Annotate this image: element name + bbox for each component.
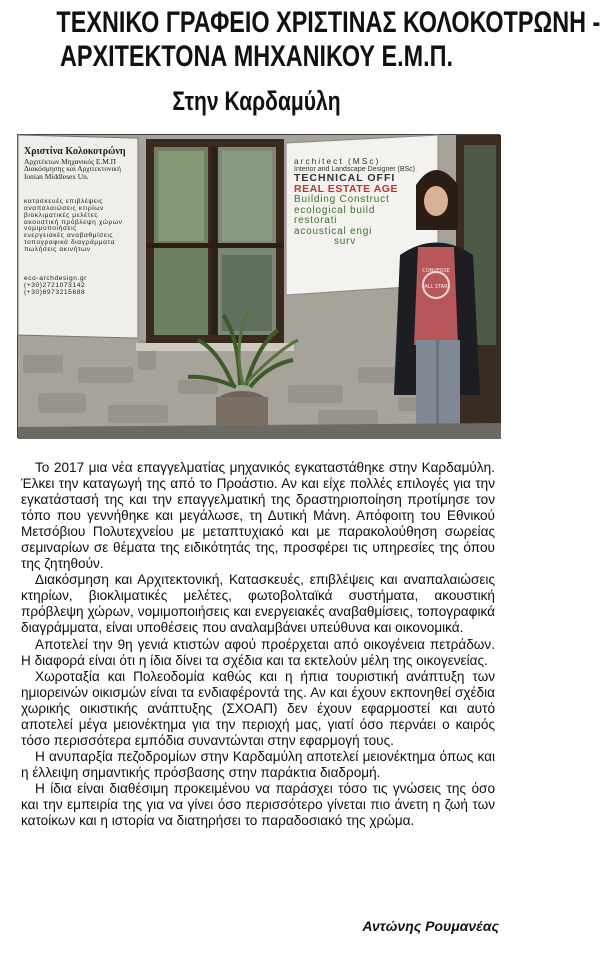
headline-line-2: ΑΡΧΙΤΕΚΤΟΝΑ ΜΗΧΑΝΙΚΟΥ Ε.Μ.Π. (59, 40, 454, 73)
svg-text:ALL STAR: ALL STAR (424, 284, 448, 290)
sign-phone: (+30)2721073142 (24, 282, 86, 290)
article-paragraph: Χωροταξία και Πολεοδομία καθώς και η ήπια τουριστική ανάπτυξη των ημιορεινών οικισμών είναι τα ενδιαφέροντά της. Αν και έχουν εκπονηθεί σχέδια χωρικής οικιστικής ανάπτυξης (ΣΧΟΑΠ) δεν έχουν εφαρμοστεί και αυτό αποτελεί μέγα μειονέκτημα για την περιοχή μας, γιατί όσο περνάει ο καιρός τόσο περισσότερα εμπόδια συναντώνται στην εφαρμογή τους. (21, 668, 495, 748)
headline-line-1: ΤΕΧΝΙΚΟ ΓΡΑΦΕΙΟ ΧΡΙΣΤΙΝΑΣ ΚΟΛΟΚΟΤΡΩΝΗ - (56, 6, 600, 39)
sign-name: Χριστίνα Κολοκοτρώνη (24, 146, 126, 157)
article-photo (17, 134, 500, 438)
sign-line: architect (MSc) (294, 156, 381, 166)
sign-line: TECHNICAL OFFI (294, 172, 396, 185)
sign-line: restorati (294, 215, 338, 227)
sign-line: Αρχιτέκτων Μηχανικός Ε.Μ.Π (24, 156, 117, 166)
sign-service: ακουστική πρόβλεψη χώρων (24, 218, 123, 226)
article-paragraph: Διακόσμηση και Αρχιτεκτονική, Κατασκευές, επιβλέψεις και αναπαλαιώσεις κτηρίων, βιοκλιματικές μελέτες, φωτοβολταϊκά συστήματα, ακουστική πρόβλεψη χώρων, νομιμοποιήσεις και ενεργειακές αναβαθμίσεις, τοπογραφικά διαγράμματα, είναι υποθέσεις που αναλαμβάνει υπεύθυνα και οικονομικά. (21, 572, 495, 636)
article-body (21, 460, 495, 829)
sign-website: eco-archdesign.gr (24, 275, 87, 283)
sign-line: ecological build (294, 204, 376, 216)
sign-line: Interior and Landscape Designer (BSc) (294, 165, 416, 173)
headline-subtitle: Στην Καρδαμύλη (172, 86, 341, 116)
sign-service: βιοκλιματικές μελέτες (24, 211, 99, 219)
sign-line: Διακόσμησης και Αρχιτεκτονική (24, 164, 121, 174)
sign-service: τοπογραφικά διαγράμματα (24, 239, 116, 247)
article-paragraph: Αποτελεί την 9η γενιά κτιστών αφού προέρχεται από οικογένεια πετράδων. Η διαφορά είναι ότι η ίδια δίνει τα σχέδια και τα εκτελούν μέλη της οικογενείας. (21, 636, 495, 668)
sign-line: REAL ESTATE AGE (294, 183, 398, 196)
article-paragraph: Το 2017 μια νέα επαγγελματίας μηχανικός εγκαταστάθηκε στην Καρδαμύλη. Έλκει την καταγωγή της από το Προάστιο. Αν και είχε πολλές επιλογές για την εγκατάστασή της και την επαγγελματική της δραστηριοποίηση προτίμησε τον τόπο που γεννήθηκε και μεγάλωσε, τη Δυτική Μάνη. Απόφοιτη του Εθνικού Μετσόβιου Πολυτεχνείου με μεταπτυχιακό και με παρακολούθηση σωρείας σεμιναρίων σε θέματα της ειδικότητάς της, προσφέρει τις υπηρεσίες της όπου της ζητηθούν. (21, 460, 495, 572)
article-paragraph: Η ίδια είναι διαθέσιμη προκειμένου να παράσχει τόσο τις γνώσεις της όσο και την εμπειρία της για να γίνει όσο περισσότερο γίνεται πιο άνετη η ζωή των κατοίκων και η ιστορία να διατηρήσει το παραδοσιακό της χρώμα. (21, 780, 495, 829)
article-paragraph: Η ανυπαρξία πεζοδρομίων στην Καρδαμύλη αποτελεί μειονέκτημα όπως και η έλλειψη σημαντικής πρόσβασης στην παράκτια διαδρομή. (21, 748, 495, 780)
office-sign-left (24, 147, 126, 297)
sign-line: Building Construct (294, 194, 390, 206)
sign-service: ενεργειακές αναβαθμίσεις (24, 232, 114, 240)
sign-line: acoustical engi (294, 225, 373, 237)
sign-line: Ionian Middlesex Un. (24, 172, 89, 182)
svg-text:CONVERSE: CONVERSE (422, 268, 450, 274)
sign-service: αναπαλαιώσεις κτιρίων (24, 204, 104, 212)
sign-service: νομιμοποιήσεις (24, 225, 77, 233)
sign-line: surv (334, 236, 357, 248)
author-byline: Αντώνης Ρουμανέας (362, 918, 499, 934)
sign-service: πωλήσεις ακινήτων (24, 246, 91, 254)
sign-phone: (+30)6973215688 (24, 289, 86, 297)
office-sign-right (294, 157, 415, 248)
sign-service: κατασκευές επιβλέψεις (24, 197, 104, 205)
